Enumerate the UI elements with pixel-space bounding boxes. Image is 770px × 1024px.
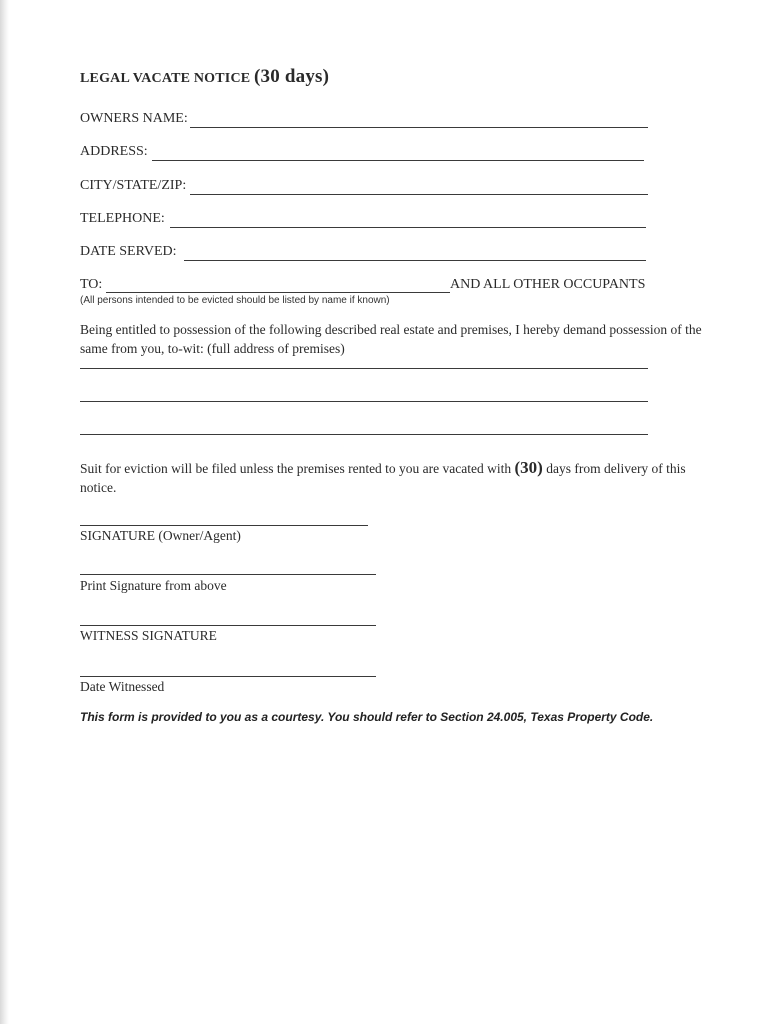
- premises-line-1[interactable]: [80, 368, 648, 369]
- city-state-zip-label: CITY/STATE/ZIP:: [80, 178, 187, 193]
- premises-line-2[interactable]: [80, 401, 648, 402]
- date-served-line[interactable]: [184, 260, 646, 261]
- owners-name-label: OWNERS NAME:: [80, 111, 188, 126]
- date-witnessed-line[interactable]: [80, 676, 376, 677]
- courtesy-footer: This form is provided to you as a courtesy. You should refer to Section 24.005, Texas Property Code.: [80, 710, 654, 724]
- possession-paragraph: Being entitled to possession of the following described real estate and premises, I hereby demand possession of the same from you, to-wit: (full address of premises): [80, 322, 702, 356]
- owner-signature-label: SIGNATURE (Owner/Agent): [80, 528, 241, 543]
- date-served-label: DATE SERVED:: [80, 244, 177, 259]
- title-text: LEGAL VACATE NOTICE: [80, 71, 251, 86]
- to-field: [80, 277, 660, 297]
- to-label: TO:: [80, 277, 103, 292]
- to-note: (All persons intended to be evicted should be listed by name if known): [80, 295, 390, 306]
- owners-name-field: [80, 111, 650, 131]
- to-line[interactable]: [106, 292, 450, 293]
- date-witnessed-label: Date Witnessed: [80, 679, 165, 694]
- telephone-field: [80, 211, 650, 231]
- suit-text-before: Suit for eviction will be filed unless the premises rented to you are vacated with: [80, 461, 515, 476]
- premises-line-3[interactable]: [80, 434, 648, 435]
- suit-text-after: days from delivery of this notice.: [80, 461, 686, 495]
- owners-name-line[interactable]: [190, 127, 648, 128]
- document-title: [80, 66, 329, 88]
- address-line[interactable]: [152, 160, 644, 161]
- date-served-field: [80, 244, 650, 264]
- suit-paragraph: [80, 458, 720, 497]
- city-state-zip-field: [80, 178, 650, 198]
- witness-signature-line[interactable]: [80, 625, 376, 626]
- telephone-label: TELEPHONE:: [80, 211, 165, 226]
- print-signature-line[interactable]: [80, 574, 376, 575]
- witness-signature-label: WITNESS SIGNATURE: [80, 628, 217, 643]
- address-label: ADDRESS:: [80, 144, 148, 159]
- all-other-occupants: AND ALL OTHER OCCUPANTS: [450, 277, 646, 292]
- address-field: [80, 144, 650, 164]
- suit-days: (30): [514, 458, 543, 477]
- scan-edge-shadow: [0, 0, 9, 1024]
- title-days: (30 days): [254, 66, 330, 87]
- telephone-line[interactable]: [170, 227, 646, 228]
- print-signature-label: Print Signature from above: [80, 578, 227, 593]
- owner-signature-line[interactable]: [80, 525, 368, 526]
- city-state-zip-line[interactable]: [190, 194, 648, 195]
